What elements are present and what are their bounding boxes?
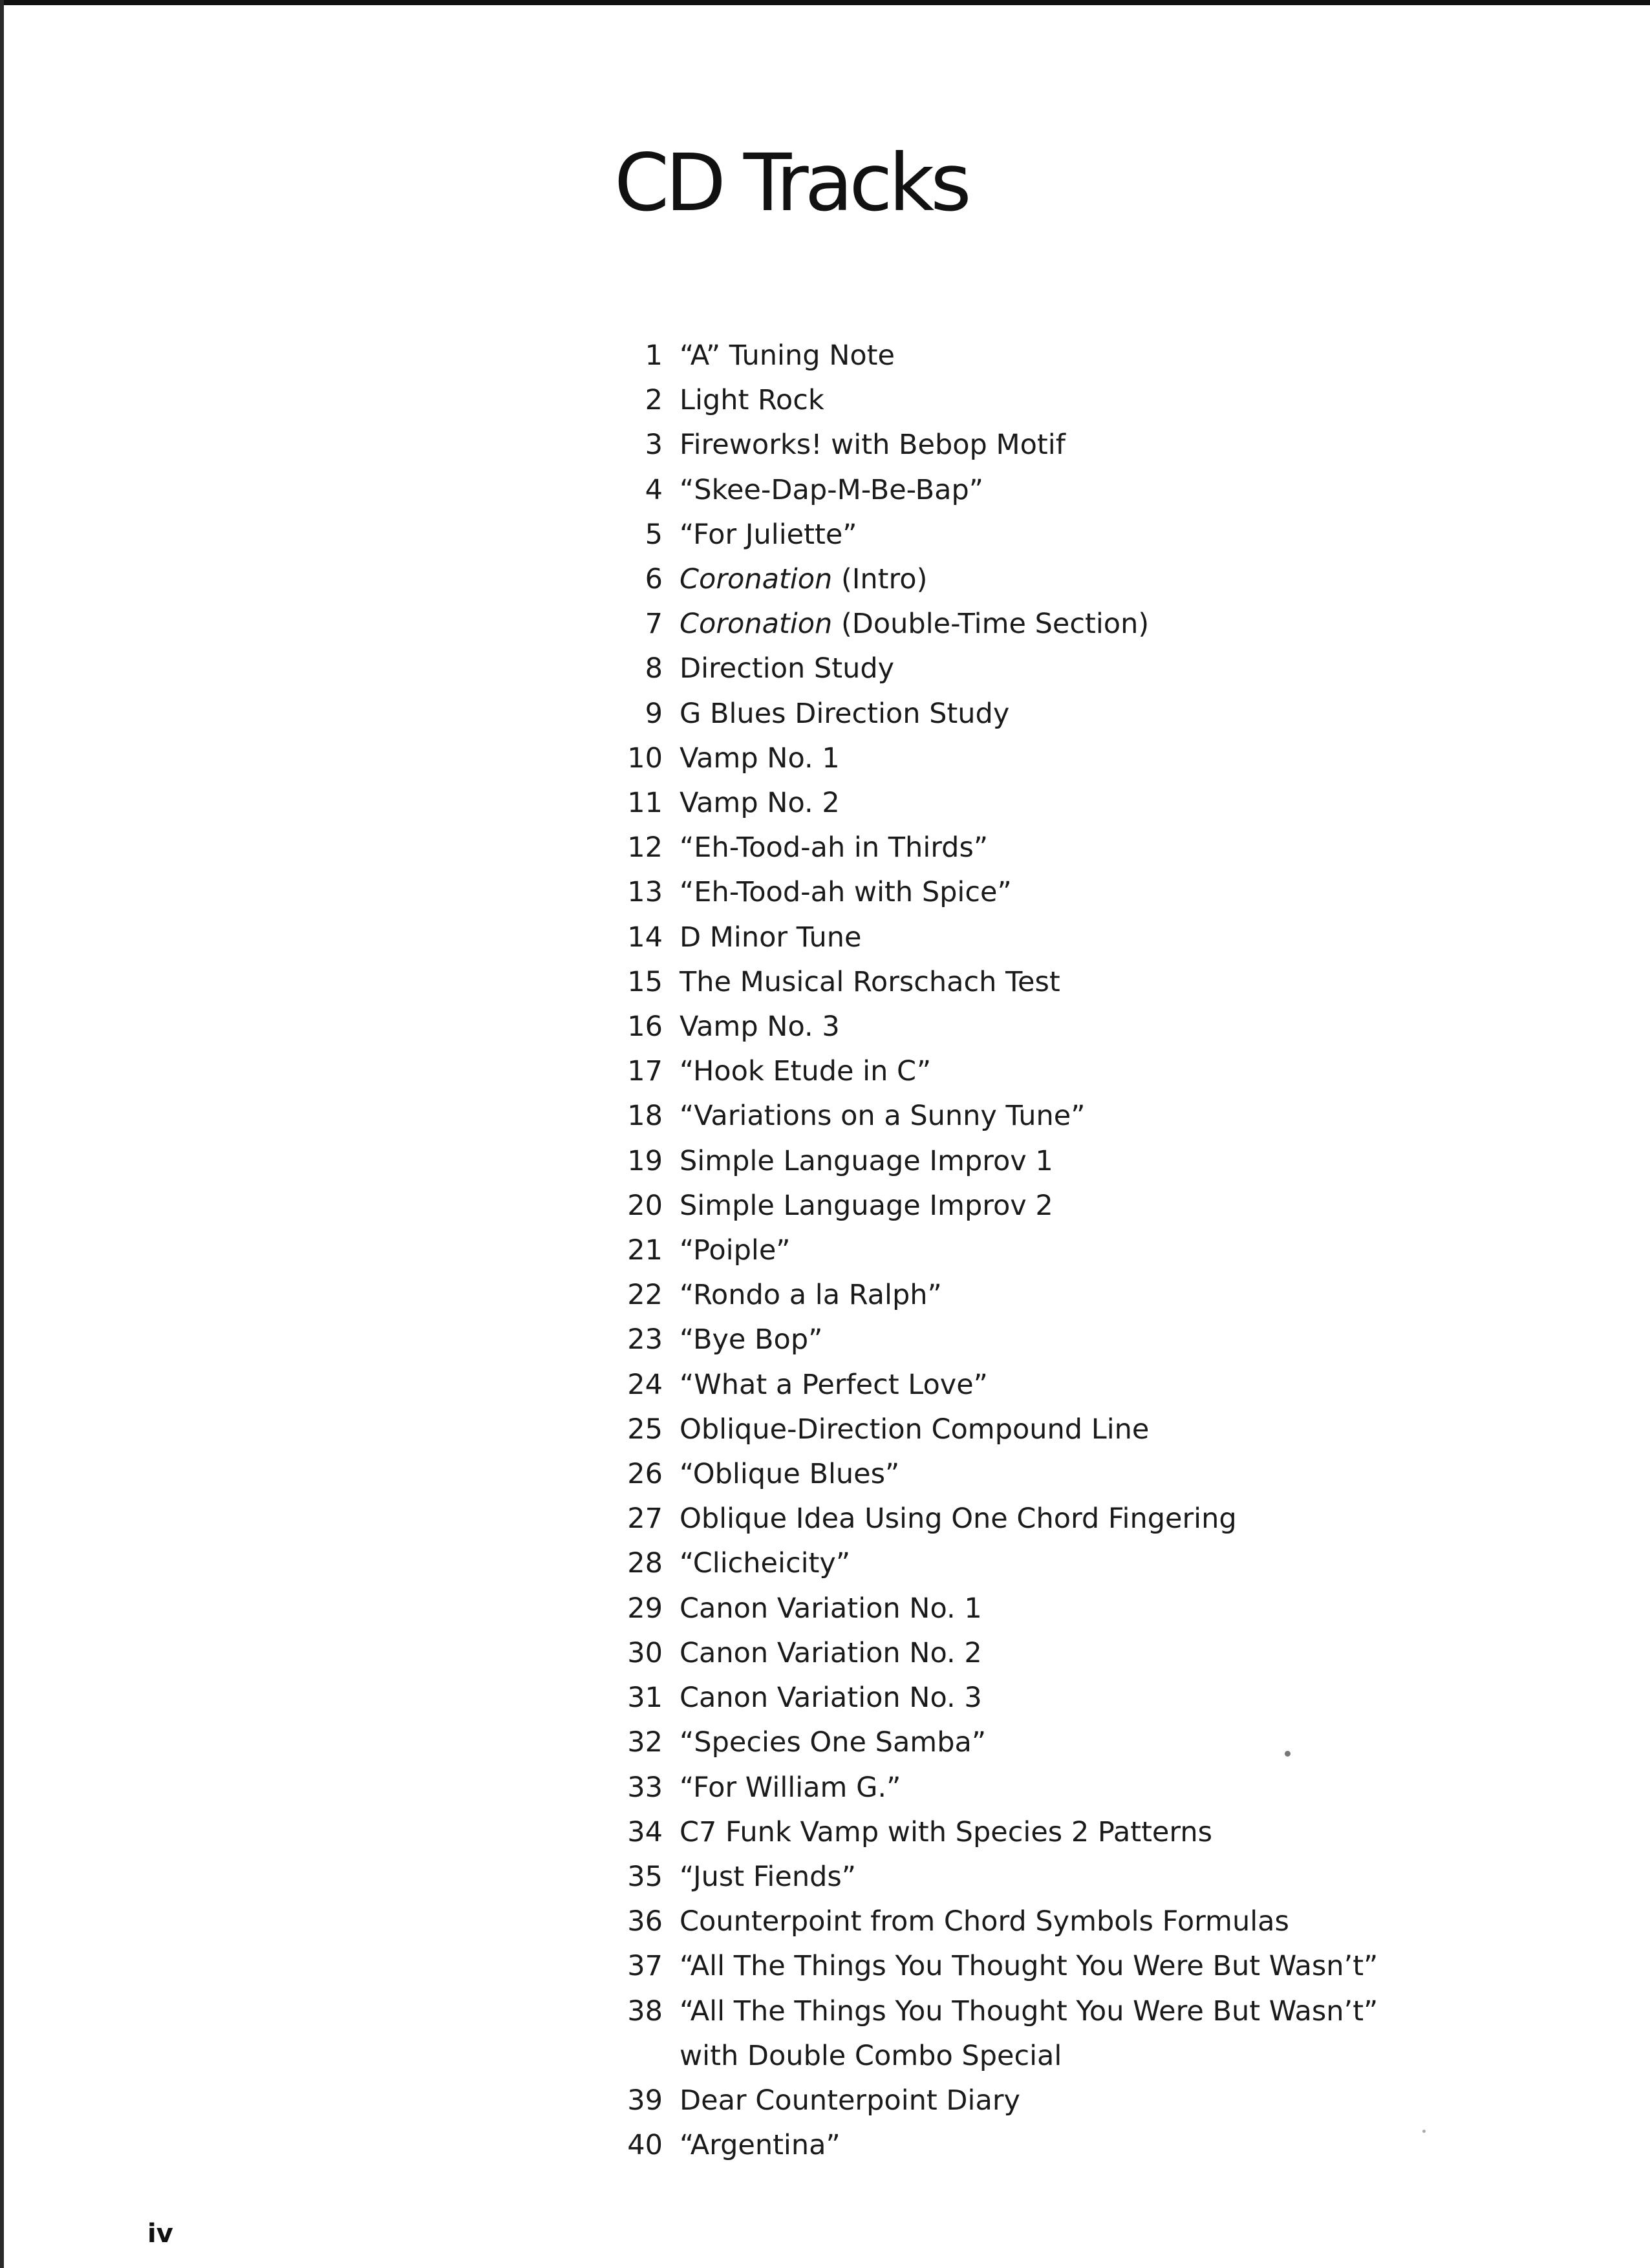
track-row bbox=[617, 2123, 1426, 2168]
track-number: 7 bbox=[645, 608, 663, 641]
track-title: “All The Things You Thought You Were But Wasn’t” bbox=[680, 1995, 1378, 2027]
track-row bbox=[617, 468, 1426, 513]
track-title: Canon Variation No. 2 bbox=[680, 1636, 982, 1669]
track-number: 33 bbox=[627, 1771, 663, 1804]
track-title: Dear Counterpoint Diary bbox=[680, 2084, 1020, 2117]
track-title: “Argentina” bbox=[680, 2129, 841, 2162]
track-number: 16 bbox=[627, 1011, 663, 1043]
track-title: “Oblique Blues” bbox=[680, 1458, 900, 1491]
track-row bbox=[617, 1407, 1426, 1452]
track-title: Oblique-Direction Compound Line bbox=[680, 1413, 1150, 1446]
track-title: Canon Variation No. 1 bbox=[680, 1592, 982, 1625]
track-number: 9 bbox=[645, 697, 663, 730]
track-number: 30 bbox=[627, 1636, 663, 1669]
track-title-italic: Coronation bbox=[680, 563, 833, 596]
track-row bbox=[617, 1899, 1426, 1944]
track-row bbox=[617, 1541, 1426, 1586]
track-title: “For William G.” bbox=[680, 1771, 901, 1804]
track-row bbox=[617, 423, 1426, 467]
track-title: “Skee-Dap-M-Be-Bap” bbox=[680, 473, 984, 506]
track-row bbox=[617, 1676, 1426, 1720]
track-row bbox=[617, 602, 1426, 647]
track-row bbox=[617, 1139, 1426, 1184]
track-title: Simple Language Improv 1 bbox=[680, 1144, 1053, 1177]
track-row bbox=[617, 826, 1426, 870]
track-title: G Blues Direction Study bbox=[680, 697, 1010, 730]
track-title: Vamp No. 1 bbox=[680, 742, 840, 775]
track-row bbox=[617, 1228, 1426, 1273]
track-title: “Poiple” bbox=[680, 1234, 791, 1267]
track-row bbox=[617, 647, 1426, 691]
track-row bbox=[617, 1944, 1426, 1989]
track-row bbox=[617, 736, 1426, 781]
track-title: Canon Variation No. 3 bbox=[680, 1682, 982, 1715]
track-title-italic: Coronation bbox=[680, 608, 833, 641]
track-title-rest: (Double-Time Section) bbox=[832, 608, 1150, 641]
track-row bbox=[617, 692, 1426, 736]
track-number: 36 bbox=[627, 1905, 663, 1938]
track-row bbox=[617, 1810, 1426, 1855]
track-number: 39 bbox=[627, 2084, 663, 2117]
track-title: “Rondo a la Ralph” bbox=[680, 1279, 942, 1312]
track-number: 10 bbox=[627, 742, 663, 775]
track-row bbox=[617, 557, 1426, 602]
track-row bbox=[617, 1766, 1426, 1810]
track-row bbox=[617, 781, 1426, 826]
track-title: The Musical Rorschach Test bbox=[680, 965, 1060, 998]
track-row bbox=[617, 334, 1426, 378]
track-row bbox=[617, 1094, 1426, 1139]
track-number: 28 bbox=[627, 1547, 663, 1580]
track-row bbox=[617, 960, 1426, 1005]
track-number: 25 bbox=[627, 1413, 663, 1446]
track-number: 15 bbox=[627, 965, 663, 998]
page-title: CD Tracks bbox=[614, 136, 968, 229]
track-row bbox=[617, 1587, 1426, 1631]
track-number: 32 bbox=[627, 1726, 663, 1759]
track-number: 27 bbox=[627, 1503, 663, 1535]
track-title: Vamp No. 3 bbox=[680, 1011, 840, 1043]
track-number: 19 bbox=[627, 1144, 663, 1177]
track-row bbox=[617, 1318, 1426, 1362]
track-title bbox=[663, 602, 1149, 647]
track-title: “Variations on a Sunny Tune” bbox=[680, 1100, 1086, 1133]
track-title: “Hook Etude in C” bbox=[680, 1055, 932, 1088]
track-number: 18 bbox=[627, 1100, 663, 1133]
track-row bbox=[617, 1631, 1426, 1676]
track-row bbox=[617, 1989, 1426, 2034]
track-number: 5 bbox=[645, 518, 663, 551]
track-list bbox=[617, 334, 1426, 2168]
track-title: “What a Perfect Love” bbox=[680, 1368, 988, 1401]
track-title: “Clicheicity” bbox=[680, 1547, 851, 1580]
scan-left-border bbox=[0, 0, 4, 2268]
track-title: “Eh-Tood-ah in Thirds” bbox=[680, 831, 989, 864]
track-number: 31 bbox=[627, 1682, 663, 1715]
track-title: Simple Language Improv 2 bbox=[680, 1189, 1053, 1222]
track-title: “All The Things You Thought You Were But Wasn’t” bbox=[680, 1950, 1378, 1983]
track-number: 22 bbox=[627, 1279, 663, 1312]
track-number: 35 bbox=[627, 1860, 663, 1893]
track-number: 4 bbox=[645, 473, 663, 506]
track-row bbox=[617, 1855, 1426, 1899]
scan-top-border bbox=[0, 0, 1650, 5]
track-row bbox=[617, 1363, 1426, 1407]
track-row bbox=[617, 1497, 1426, 1541]
track-number: 26 bbox=[627, 1458, 663, 1491]
track-title: D Minor Tune bbox=[680, 921, 862, 954]
track-number: 6 bbox=[645, 563, 663, 596]
track-row bbox=[617, 1049, 1426, 1094]
track-number: 40 bbox=[627, 2129, 663, 2162]
track-row bbox=[617, 1005, 1426, 1049]
track-number: 3 bbox=[645, 429, 663, 462]
track-title: “A” Tuning Note bbox=[680, 339, 895, 372]
track-title: Direction Study bbox=[680, 652, 895, 685]
track-number: 8 bbox=[645, 652, 663, 685]
track-row bbox=[617, 1452, 1426, 1497]
track-title: Vamp No. 2 bbox=[680, 787, 840, 820]
track-title: “Species One Samba” bbox=[680, 1726, 987, 1759]
track-row bbox=[617, 870, 1426, 915]
track-number: 1 bbox=[645, 339, 663, 372]
track-number: 34 bbox=[627, 1815, 663, 1848]
track-title: “Bye Bop” bbox=[680, 1323, 823, 1356]
track-title: Counterpoint from Chord Symbols Formulas bbox=[680, 1905, 1289, 1938]
track-row bbox=[617, 1184, 1426, 1228]
track-row bbox=[617, 1720, 1426, 1765]
track-title: C7 Funk Vamp with Species 2 Patterns bbox=[680, 1815, 1212, 1848]
track-title: “Just Fiends” bbox=[680, 1860, 857, 1893]
track-number: 38 bbox=[627, 1995, 663, 2027]
track-number: 24 bbox=[627, 1368, 663, 1401]
scan-speck bbox=[1422, 2130, 1426, 2133]
track-row bbox=[617, 2079, 1426, 2123]
track-number: 23 bbox=[627, 1323, 663, 1356]
track-number: 12 bbox=[627, 831, 663, 864]
scan-speck bbox=[1285, 1751, 1291, 1757]
track-row bbox=[617, 1273, 1426, 1318]
track-title bbox=[663, 557, 927, 602]
track-title: Oblique Idea Using One Chord Fingering bbox=[680, 1503, 1237, 1535]
page-number: iv bbox=[147, 2219, 173, 2249]
track-number: 2 bbox=[645, 384, 663, 417]
track-title: “Eh-Tood-ah with Spice” bbox=[680, 876, 1012, 909]
track-number: 21 bbox=[627, 1234, 663, 1267]
track-number: 14 bbox=[627, 921, 663, 954]
track-number: 11 bbox=[627, 787, 663, 820]
track-title: Fireworks! with Bebop Motif bbox=[680, 429, 1066, 462]
track-title-continuation: with Double Combo Special bbox=[680, 2039, 1062, 2072]
track-row bbox=[617, 378, 1426, 423]
track-row bbox=[617, 513, 1426, 557]
track-number: 20 bbox=[627, 1189, 663, 1222]
track-number: 37 bbox=[627, 1950, 663, 1983]
track-number: 13 bbox=[627, 876, 663, 909]
track-number: 17 bbox=[627, 1055, 663, 1088]
track-number: 29 bbox=[627, 1592, 663, 1625]
track-title: “For Juliette” bbox=[680, 518, 857, 551]
track-title-rest: (Intro) bbox=[832, 563, 928, 596]
track-title: Light Rock bbox=[680, 384, 824, 417]
track-row bbox=[617, 915, 1426, 960]
